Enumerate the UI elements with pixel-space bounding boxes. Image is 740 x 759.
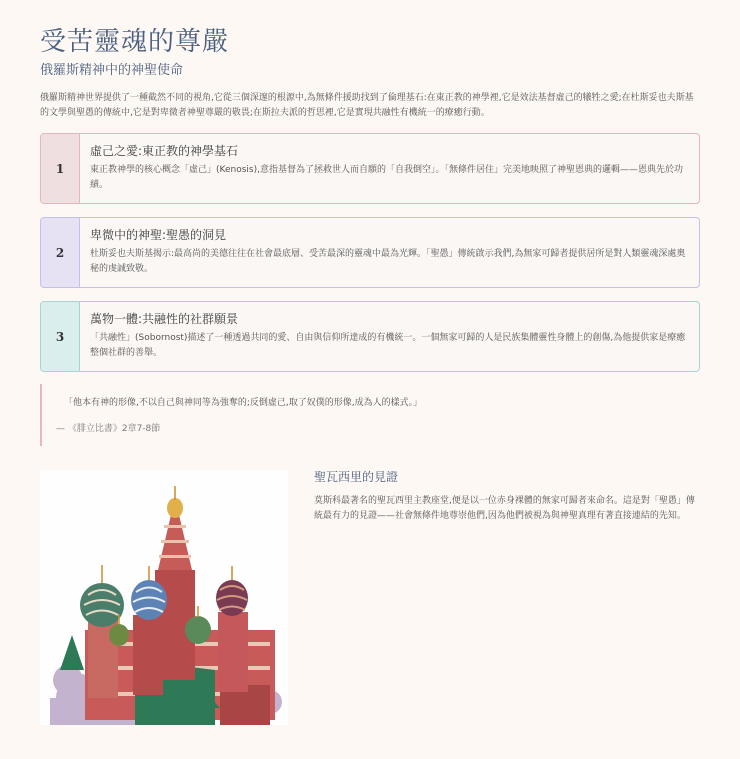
card-sobornost bbox=[40, 301, 700, 372]
card-description: 東正教神學的核心概念「虛己」(Kenosis),意指基督為了拯救世人而自願的「自我倒空」。「無條件居住」完美地映照了神聖恩典的邏輯——恩典先於功績。 bbox=[90, 165, 683, 190]
intro-paragraph: 俄羅斯精神世界提供了一種截然不同的視角,它從三個深邃的根源中,為無條件援助找到了倫理基石:在東正教的神學裡,它是效法基督虛己的犧牲之愛;在杜斯妥也夫斯基的文學與聖愚的傳統中,它是對卑微者神聖尊嚴的敬畏;在斯拉夫派的哲思裡,它是實現共融性有機統一的療癒行動。 bbox=[40, 93, 694, 118]
card-kenosis bbox=[40, 133, 700, 204]
card-title: 萬物一體:共融性的社群願景 bbox=[90, 312, 239, 326]
page-subtitle: 俄羅斯精神中的神聖使命 bbox=[40, 63, 184, 78]
quote-text: 「他本有神的形像,不以自己與神同等為強奪的;反倒虛己,取了奴僕的形像,成為人的樣式。」 bbox=[64, 398, 423, 408]
page-title: 受苦靈魂的尊嚴 bbox=[40, 27, 230, 57]
card-description: 杜斯妥也夫斯基揭示:最高尚的美德往往在社會最底層、受苦最深的靈魂中最為光輝。「聖愚」傳統啟示我們,為無家可歸者提供居所是對人類靈魂深處奧秘的虔誠致敬。 bbox=[90, 249, 686, 274]
card-number: 2 bbox=[41, 218, 80, 287]
quote-source: — 《腓立比書》2章7-8節 bbox=[56, 424, 161, 434]
feature-description: 莫斯科最著名的聖瓦西里主教座堂,便是以一位赤身裸體的無家可歸者來命名。這是對「聖愚」傳統最有力的見證——社會無條件地尊崇他們,因為他們被視為與神聖真理有著直接連結的先知。 bbox=[314, 496, 695, 521]
card-number: 1 bbox=[41, 134, 80, 203]
card-title: 虛己之愛:東正教的神學基石 bbox=[90, 144, 239, 158]
scripture-quote bbox=[40, 384, 702, 446]
cathedral-image bbox=[40, 470, 288, 725]
feature-title: 聖瓦西里的見證 bbox=[314, 470, 399, 484]
card-description: 「共融性」(Sobornost)描述了一種透過共同的愛、自由與信仰所達成的有機統一。一個無家可歸的人是民族集體靈性身體上的創傷,為他提供家是療癒整個社群的善舉。 bbox=[90, 333, 686, 358]
card-holy-fool bbox=[40, 217, 700, 288]
card-title: 卑微中的神聖:聖愚的洞見 bbox=[90, 228, 227, 242]
card-number: 3 bbox=[41, 302, 80, 371]
